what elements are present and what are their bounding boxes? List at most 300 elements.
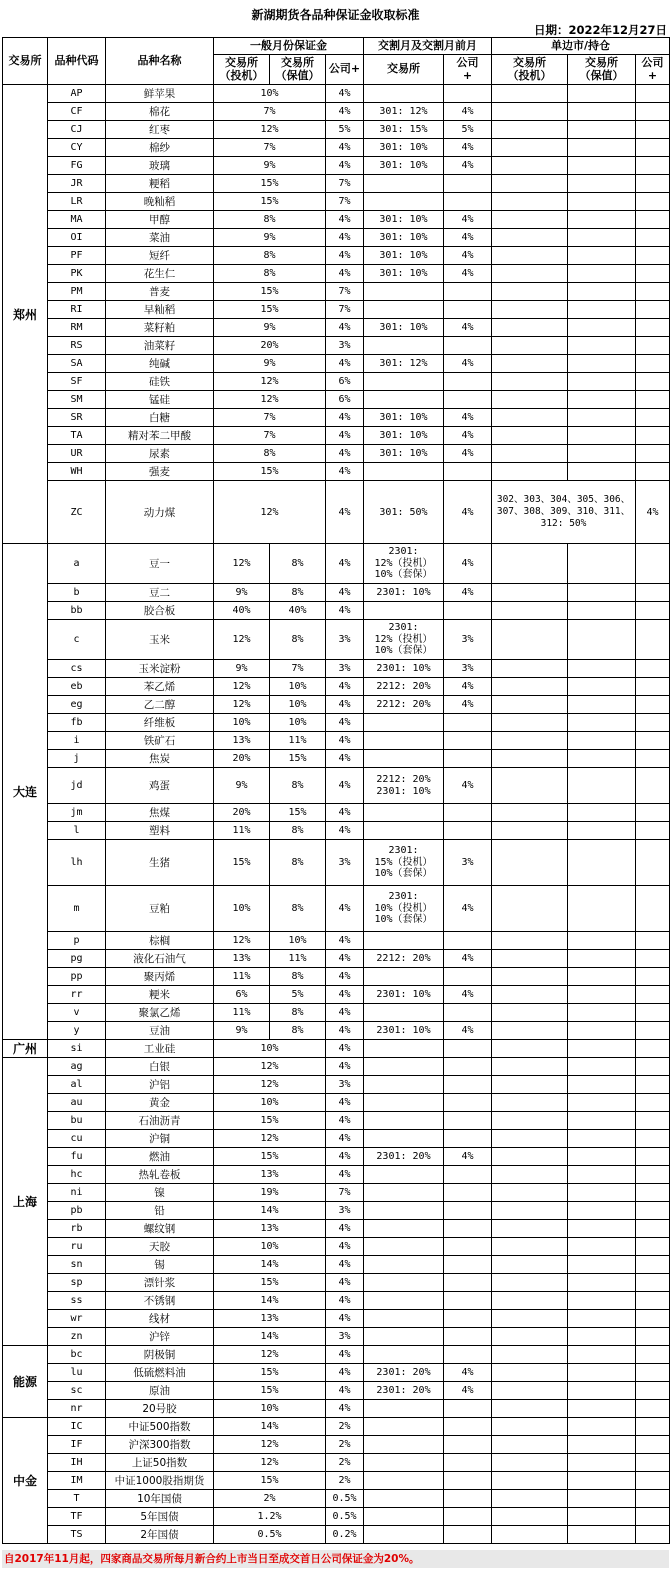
general-margin-spec: 6% [214,986,270,1004]
single-side-margin-spec [492,301,568,319]
delivery-margin [364,85,444,103]
product-code: UR [48,445,106,463]
single-side-margin-hedge [568,1238,636,1256]
delivery-margin [364,602,444,620]
general-company-plus: 3% [326,337,364,355]
general-company-plus: 4% [326,1274,364,1292]
general-company-plus: 4% [326,886,364,932]
single-side-margin-spec [492,1202,568,1220]
single-side-margin-hedge [568,1292,636,1310]
product-code: l [48,822,106,840]
product-name: 豆粕 [106,886,214,932]
delivery-company-plus: 4% [444,103,492,121]
product-name: 棕榈 [106,932,214,950]
single-side-margin-hedge [568,247,636,265]
general-margin-spec: 10% [214,714,270,732]
single-side-margin-spec [492,265,568,283]
delivery-company-plus [444,463,492,481]
table-row [3,1040,670,1058]
general-company-plus: 7% [326,193,364,211]
single-side-margin-hedge [568,544,636,584]
single-side-margin-hedge [568,121,636,139]
single-side-margin-hedge [568,1274,636,1292]
general-margin: 8% [214,211,326,229]
header-single-spec: 交易所 （投机） [492,55,568,85]
single-side-company-plus [636,678,670,696]
table-row [3,1238,670,1256]
product-code: RS [48,337,106,355]
table-row [3,1526,670,1544]
single-side-company-plus [636,121,670,139]
exchange-name: 中金 [3,1418,48,1544]
single-side-margin-hedge [568,1454,636,1472]
single-side-company-plus [636,265,670,283]
general-company-plus: 4% [326,409,364,427]
general-margin: 7% [214,427,326,445]
delivery-margin [364,1184,444,1202]
table-row [3,804,670,822]
general-margin-spec: 9% [214,768,270,804]
general-company-plus: 4% [326,732,364,750]
single-side-margin-spec [492,804,568,822]
delivery-margin [364,1040,444,1058]
product-code: SR [48,409,106,427]
header-code: 品种代码 [48,38,106,85]
single-side-company-plus [636,1184,670,1202]
delivery-margin [364,1274,444,1292]
single-side-company-plus [636,391,670,409]
single-side-margin-spec [492,283,568,301]
table-row [3,822,670,840]
single-side-margin-hedge [568,1346,636,1364]
single-side-company-plus [636,1256,670,1274]
delivery-company-plus: 4% [444,211,492,229]
product-code: RI [48,301,106,319]
single-side-margin-spec [492,1310,568,1328]
header-delivery: 交割月及交割月前月 [364,38,492,55]
date-label: 日期：2022年12月27日 [533,23,667,37]
product-name: 油菜籽 [106,337,214,355]
table-row [3,301,670,319]
single-side-company-plus [636,950,670,968]
single-side-margin-spec [492,602,568,620]
general-company-plus: 3% [326,840,364,886]
single-side-company-plus [636,1436,670,1454]
delivery-company-plus [444,193,492,211]
delivery-company-plus [444,1058,492,1076]
delivery-margin [364,283,444,301]
general-margin: 12% [214,1058,326,1076]
general-margin-spec: 15% [214,840,270,886]
delivery-company-plus [444,732,492,750]
delivery-margin: 2301: 12%（投机） 10%（套保） [364,544,444,584]
delivery-company-plus: 4% [444,481,492,544]
delivery-margin [364,1310,444,1328]
single-side-company-plus [636,584,670,602]
single-side-margin-hedge [568,265,636,283]
single-side-margin-hedge [568,283,636,301]
delivery-margin: 301: 10% [364,409,444,427]
general-margin-spec: 9% [214,1022,270,1040]
delivery-margin [364,1130,444,1148]
single-side-margin-hedge [568,1058,636,1076]
header-single-hedge: 交易所 （保值） [568,55,636,85]
general-margin: 15% [214,1382,326,1400]
product-name: 铁矿石 [106,732,214,750]
single-side-margin-spec [492,1130,568,1148]
general-margin: 10% [214,1238,326,1256]
single-side-margin-hedge [568,211,636,229]
table-row [3,1454,670,1472]
single-side-company-plus [636,1220,670,1238]
general-margin: 14% [214,1256,326,1274]
delivery-margin [364,1328,444,1346]
single-side-company-plus [636,968,670,986]
product-code: pp [48,968,106,986]
product-code: p [48,932,106,950]
delivery-margin [364,1058,444,1076]
general-margin: 15% [214,1472,326,1490]
single-side-margin-hedge [568,1310,636,1328]
header-single: 单边市/持仓 [492,38,670,55]
general-margin: 12% [214,1130,326,1148]
delivery-company-plus: 4% [444,678,492,696]
delivery-company-plus [444,968,492,986]
product-code: LR [48,193,106,211]
product-name: 线材 [106,1310,214,1328]
delivery-margin [364,1202,444,1220]
product-code: TA [48,427,106,445]
product-name: 液化石油气 [106,950,214,968]
general-margin-hedge: 8% [270,584,326,602]
single-side-company-plus [636,301,670,319]
general-company-plus: 4% [326,678,364,696]
general-margin-hedge: 15% [270,804,326,822]
general-company-plus: 4% [326,1094,364,1112]
table-row [3,175,670,193]
table-row [3,427,670,445]
general-company-plus: 4% [326,950,364,968]
exchange-name: 上海 [3,1058,48,1346]
delivery-company-plus [444,1202,492,1220]
single-side-company-plus: 4% [636,481,670,544]
single-side-margin-hedge [568,103,636,121]
delivery-margin [364,301,444,319]
single-side-company-plus [636,840,670,886]
table-row [3,1094,670,1112]
general-company-plus: 4% [326,157,364,175]
single-side-company-plus [636,1202,670,1220]
delivery-margin [364,1508,444,1526]
product-code: al [48,1076,106,1094]
single-side-margin-hedge [568,732,636,750]
single-side-company-plus [636,750,670,768]
delivery-company-plus [444,1112,492,1130]
single-side-company-plus [636,103,670,121]
delivery-company-plus: 4% [444,1364,492,1382]
general-margin-spec: 12% [214,544,270,584]
general-margin: 7% [214,103,326,121]
general-company-plus: 4% [326,1238,364,1256]
delivery-margin [364,1526,444,1544]
delivery-margin: 2301: 20% [364,1148,444,1166]
delivery-company-plus: 4% [444,1382,492,1400]
delivery-company-plus: 4% [444,886,492,932]
single-side-margin-spec [492,427,568,445]
general-margin-spec: 13% [214,950,270,968]
single-side-margin-hedge [568,193,636,211]
single-side-margin-spec [492,986,568,1004]
single-side-company-plus [636,1526,670,1544]
table-row [3,886,670,932]
delivery-margin [364,822,444,840]
product-name: 中证500指数 [106,1418,214,1436]
header-general-company: 公司+ [326,55,364,85]
general-company-plus: 4% [326,427,364,445]
single-side-margin-hedge [568,1382,636,1400]
product-name: 晚籼稻 [106,193,214,211]
general-margin-spec: 10% [214,886,270,932]
product-code: sp [48,1274,106,1292]
product-code: fu [48,1148,106,1166]
product-code: hc [48,1166,106,1184]
delivery-company-plus [444,1004,492,1022]
product-code: CY [48,139,106,157]
single-side-margin-spec [492,373,568,391]
delivery-company-plus: 4% [444,1148,492,1166]
general-margin: 7% [214,139,326,157]
general-margin: 15% [214,463,326,481]
single-side-margin-spec [492,732,568,750]
table-row [3,391,670,409]
product-name: 锰硅 [106,391,214,409]
single-side-company-plus [636,373,670,391]
single-side-margin-hedge [568,1508,636,1526]
single-side-margin-hedge [568,1022,636,1040]
general-company-plus: 4% [326,85,364,103]
general-margin: 12% [214,1436,326,1454]
product-name: 纯碱 [106,355,214,373]
single-side-margin-spec [492,85,568,103]
header-single-company: 公司 + [636,55,670,85]
single-side-margin-hedge [568,1076,636,1094]
single-side-margin-hedge [568,1184,636,1202]
general-company-plus: 2% [326,1472,364,1490]
table-row [3,968,670,986]
general-margin-spec: 20% [214,750,270,768]
product-code: SA [48,355,106,373]
delivery-company-plus [444,1346,492,1364]
single-side-margin-hedge [568,445,636,463]
single-side-margin-hedge [568,968,636,986]
general-company-plus: 4% [326,1220,364,1238]
single-side-margin-spec [492,1040,568,1058]
delivery-company-plus [444,1436,492,1454]
general-margin-spec: 11% [214,968,270,986]
general-margin-hedge: 10% [270,714,326,732]
single-side-company-plus [636,620,670,660]
general-margin: 8% [214,247,326,265]
general-company-plus: 4% [326,932,364,950]
general-margin-hedge: 8% [270,886,326,932]
single-side-company-plus [636,1310,670,1328]
product-code: ru [48,1238,106,1256]
table-row [3,229,670,247]
general-company-plus: 7% [326,283,364,301]
table-row [3,139,670,157]
general-company-plus: 4% [326,463,364,481]
single-side-company-plus [636,1346,670,1364]
delivery-company-plus [444,1130,492,1148]
single-side-company-plus [636,714,670,732]
delivery-company-plus [444,85,492,103]
single-side-company-plus [636,1292,670,1310]
general-company-plus: 4% [326,1004,364,1022]
general-company-plus: 4% [326,247,364,265]
general-margin: 12% [214,121,326,139]
general-margin: 10% [214,85,326,103]
single-side-margin-spec [492,840,568,886]
single-side-margin-spec [492,1472,568,1490]
general-company-plus: 6% [326,391,364,409]
delivery-margin [364,1220,444,1238]
table-row [3,1436,670,1454]
product-name: 聚氯乙烯 [106,1004,214,1022]
delivery-margin [364,1166,444,1184]
header-name: 品种名称 [106,38,214,85]
table-row [3,840,670,886]
single-side-company-plus [636,986,670,1004]
single-side-company-plus [636,660,670,678]
product-code: ni [48,1184,106,1202]
single-side-margin-hedge [568,750,636,768]
single-side-margin-hedge [568,157,636,175]
general-company-plus: 4% [326,1400,364,1418]
single-side-margin-hedge [568,1166,636,1184]
single-side-company-plus [636,1148,670,1166]
single-side-margin-spec [492,886,568,932]
general-company-plus: 4% [326,139,364,157]
single-side-margin-spec [492,1328,568,1346]
product-code: jm [48,804,106,822]
general-company-plus: 4% [326,211,364,229]
single-side-company-plus [636,1508,670,1526]
table-row [3,373,670,391]
general-margin: 15% [214,301,326,319]
delivery-company-plus: 4% [444,696,492,714]
delivery-margin [364,175,444,193]
product-name: 尿素 [106,445,214,463]
product-code: bb [48,602,106,620]
product-name: 玻璃 [106,157,214,175]
general-company-plus: 4% [326,1148,364,1166]
product-name: 铅 [106,1202,214,1220]
table-row [3,1022,670,1040]
product-name: 短纤 [106,247,214,265]
product-name: 上证50指数 [106,1454,214,1472]
delivery-company-plus: 4% [444,247,492,265]
general-company-plus: 4% [326,750,364,768]
table-row [3,481,670,544]
delivery-company-plus: 3% [444,840,492,886]
general-margin: 9% [214,355,326,373]
table-row [3,1490,670,1508]
single-side-margin-hedge [568,337,636,355]
single-side-company-plus [636,886,670,932]
general-margin: 9% [214,319,326,337]
product-name: 低硫燃料油 [106,1364,214,1382]
single-side-company-plus [636,1418,670,1436]
product-code: eb [48,678,106,696]
single-side-company-plus [636,804,670,822]
product-name: 阴极铜 [106,1346,214,1364]
table-row [3,157,670,175]
product-code: PM [48,283,106,301]
table-row [3,1256,670,1274]
header-general-hedge: 交易所 （保值） [270,55,326,85]
general-margin-spec: 9% [214,584,270,602]
delivery-margin: 301: 10% [364,229,444,247]
delivery-company-plus [444,1238,492,1256]
general-company-plus: 3% [326,1328,364,1346]
single-side-margin-spec [492,544,568,584]
single-side-margin-hedge [568,85,636,103]
general-margin: 12% [214,481,326,544]
table-row [3,193,670,211]
table-row [3,1364,670,1382]
table-row [3,696,670,714]
table-row [3,950,670,968]
product-code: i [48,732,106,750]
single-side-margin-hedge [568,1256,636,1274]
general-company-plus: 4% [326,265,364,283]
general-margin-spec: 12% [214,678,270,696]
delivery-company-plus: 4% [444,139,492,157]
single-side-margin-hedge [568,1526,636,1544]
product-code: JR [48,175,106,193]
delivery-company-plus [444,750,492,768]
page-title: 新湖期货各品种保证金收取标准 [251,8,420,22]
delivery-margin: 2301: 20% [364,1364,444,1382]
delivery-company-plus [444,1418,492,1436]
single-side-margin-hedge [568,932,636,950]
single-side-margin-spec [492,750,568,768]
delivery-company-plus: 4% [444,355,492,373]
single-side-margin-hedge [568,463,636,481]
product-name: 天胶 [106,1238,214,1256]
single-side-margin-spec [492,1238,568,1256]
single-side-company-plus [636,1400,670,1418]
single-side-margin-hedge [568,1436,636,1454]
general-margin: 12% [214,1076,326,1094]
single-side-margin-spec [492,139,568,157]
single-side-company-plus [636,1112,670,1130]
single-side-company-plus [636,85,670,103]
general-company-plus: 3% [326,660,364,678]
product-code: PK [48,265,106,283]
general-company-plus: 3% [326,1202,364,1220]
general-margin: 8% [214,265,326,283]
product-name: 动力煤 [106,481,214,544]
delivery-margin [364,1400,444,1418]
delivery-company-plus: 4% [444,986,492,1004]
general-company-plus: 4% [326,481,364,544]
single-side-margin-spec [492,211,568,229]
single-side-company-plus [636,1238,670,1256]
delivery-company-plus [444,1454,492,1472]
delivery-margin [364,1436,444,1454]
table-row [3,265,670,283]
